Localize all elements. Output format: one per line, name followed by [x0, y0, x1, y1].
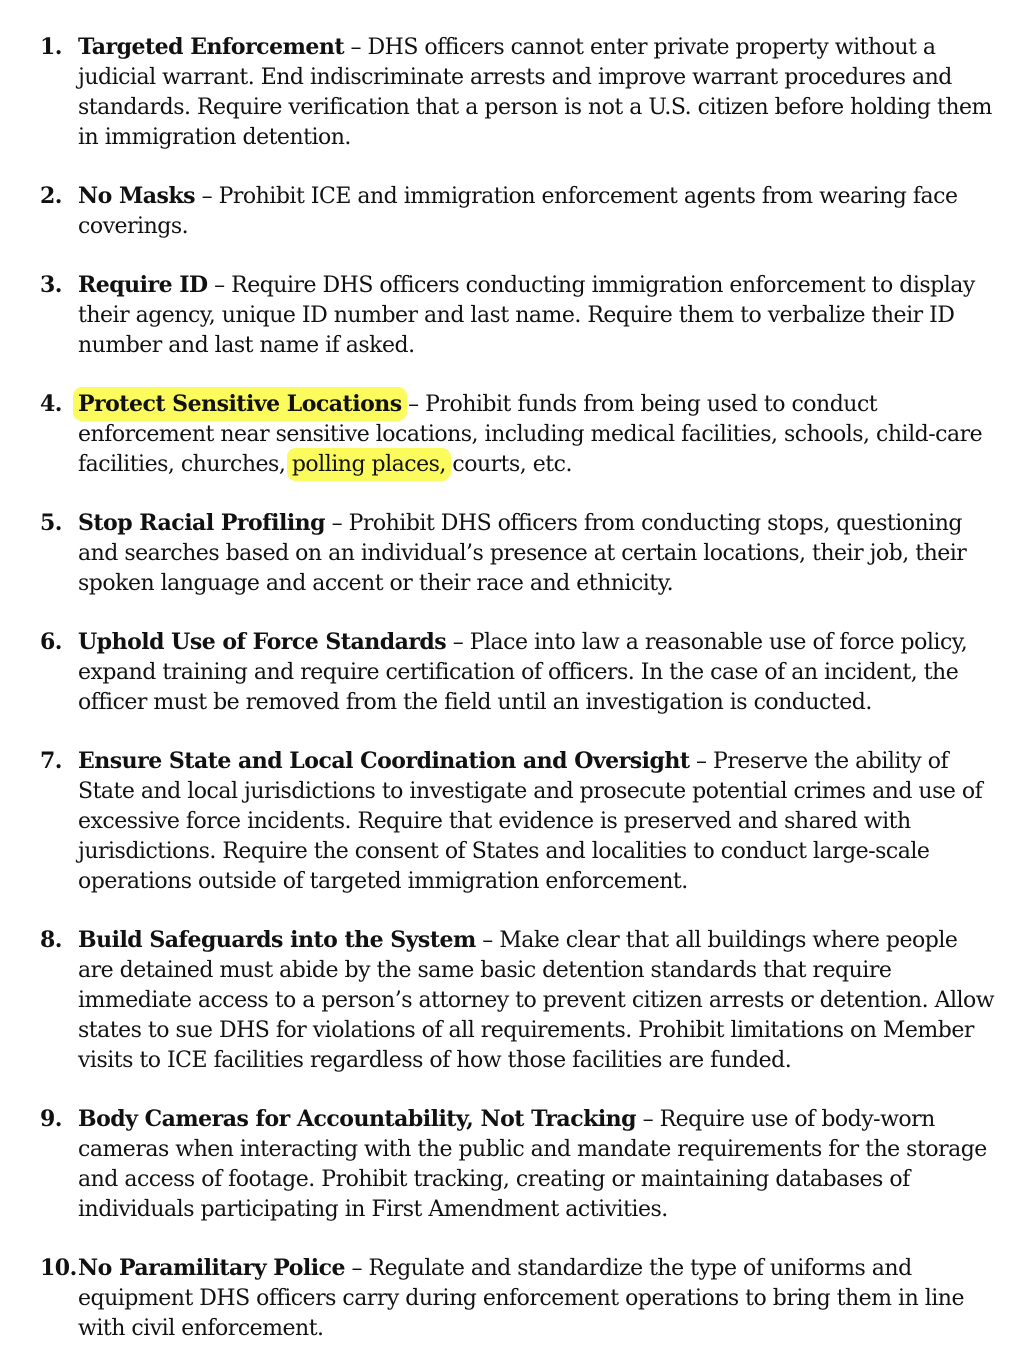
dash: –: [408, 392, 419, 417]
item-title: Ensure State and Local Coordination and Oversight: [78, 748, 690, 774]
item-title: Stop Racial Profiling: [78, 510, 326, 536]
item-text-after: courts, etc.: [452, 452, 572, 477]
item-number: 2.: [40, 183, 62, 209]
list-item-targeted-enforcement: [0, 32, 1018, 153]
dash: –: [350, 35, 362, 60]
item-number: 8.: [40, 927, 62, 953]
item-title: Uphold Use of Force Standards: [78, 629, 447, 655]
item-text: Prohibit ICE and immigration enforcement agents from wearing face coverings.: [78, 184, 958, 239]
highlighted-text: polling places,: [289, 450, 449, 479]
list-item-no-paramilitary-police: [0, 1253, 1018, 1344]
list-item-stop-racial-profiling: [0, 508, 1018, 599]
list-item-no-masks: [0, 181, 1018, 242]
list-item-state-local-coordination: [0, 746, 1018, 897]
list-item-require-id: [0, 270, 1018, 361]
item-number: 5.: [40, 510, 62, 536]
item-number: 6.: [40, 629, 62, 655]
item-title: Require ID: [78, 272, 208, 298]
item-title: Build Safeguards into the System: [78, 927, 476, 953]
list-item-body-cameras: [0, 1104, 1018, 1225]
list-item-protect-sensitive-locations: [0, 389, 1018, 480]
list-item-build-safeguards: [0, 925, 1018, 1076]
dash: –: [482, 928, 493, 953]
item-title: No Masks: [78, 183, 196, 209]
dash: –: [214, 273, 225, 298]
dash: –: [201, 184, 213, 209]
item-text: Place into law a reasonable use of force policy, expand training and require certification of officers. In the case of an incident, the officer must be removed from the field until an investigation is conducted.: [78, 630, 968, 715]
item-text: Require DHS officers conducting immigration enforcement to display their agency, unique ID number and last name. Require them to verbalize their ID number and last name if asked.: [78, 273, 975, 358]
dash: –: [452, 630, 464, 655]
list-item-use-of-force: [0, 627, 1018, 718]
item-number: 4.: [40, 391, 62, 417]
item-text: DHS officers cannot enter private property without a judicial warrant. End indiscriminate arrests and improve warrant procedures and standards. Require verification that a person is not a U.S. citizen before holding them in immigration detention.: [78, 35, 992, 150]
item-title-highlighted: Protect Sensitive Locations: [75, 389, 405, 419]
dash: –: [696, 749, 707, 774]
item-text: Regulate and standardize the type of uniforms and equipment DHS officers carry during enforcement operations to bring them in line with civil enforcement.: [78, 1256, 964, 1341]
item-title: Targeted Enforcement: [78, 34, 345, 60]
item-text: Preserve the ability of State and local jurisdictions to investigate and prosecute potential crimes and use of excessive force incidents. Require that evidence is preserved and shared with jurisdictions. Require the consent of States and localities to conduct large-scale operations outside of targeted immigration enforcement.: [78, 749, 983, 894]
item-text: Prohibit funds from being used to conduct enforcement near sensitive locations, including medical facilities, schools, child-care facilities, churches,: [78, 392, 983, 477]
item-number: 9.: [40, 1106, 62, 1132]
item-number: 3.: [40, 272, 62, 298]
item-text: Prohibit DHS officers from conducting stops, questioning and searches based on an individual’s presence at certain locations, their job, their spoken language and accent or their race and ethnicity.: [78, 511, 967, 596]
document-body: [0, 32, 1018, 1372]
item-title: No Paramilitary Police: [78, 1255, 346, 1281]
item-number: 7.: [40, 748, 62, 774]
dash: –: [351, 1256, 363, 1281]
item-number: 10.: [40, 1255, 77, 1281]
item-number: 1.: [40, 34, 62, 60]
dash: –: [642, 1107, 654, 1132]
dash: –: [331, 511, 343, 536]
item-title: Body Cameras for Accountability, Not Tracking: [78, 1106, 637, 1132]
item-text: Make clear that all buildings where people are detained must abide by the same basic detention standards that require immediate access to a person’s attorney to prevent citizen arrests or detention. Allow states to sue DHS for violations of all requirements. Prohibit limitations on Member visits to ICE facilities regardless of how those facilities are funded.: [78, 928, 995, 1073]
item-text: Require use of body-worn cameras when interacting with the public and mandate requirements for the storage and access of footage. Prohibit tracking, creating or maintaining databases of individuals participating in First Amendment activities.: [78, 1107, 987, 1222]
